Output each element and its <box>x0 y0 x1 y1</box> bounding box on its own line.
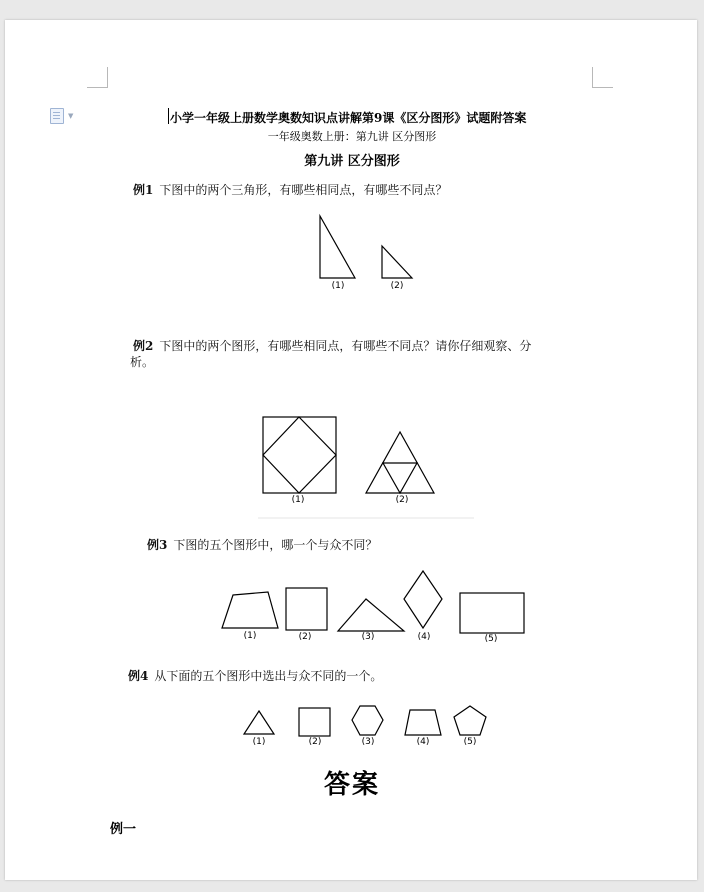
ex4-label-3: (3) <box>361 737 375 747</box>
ex4-label-2: (2) <box>308 737 322 747</box>
lecture-heading[interactable]: 第九讲 区分图形 <box>304 154 400 169</box>
ex4-fig5-pentagon <box>454 706 486 735</box>
ex3-label-5: (5) <box>484 634 498 644</box>
example-1-text: 下图中的两个三角形，有哪些相同点，有哪些不同点？ <box>159 183 448 197</box>
ex3-fig1-trapezoid <box>222 592 278 628</box>
ex4-label-4: (4) <box>416 737 430 747</box>
example-4-text: 从下面的五个图形中选出与众不同的一个。 <box>154 669 383 683</box>
example-3-text: 下图的五个图形中，哪一个与众不同？ <box>173 538 378 552</box>
ex3-fig5-rectangle <box>460 593 524 633</box>
ex4-fig4-trapezoid <box>405 710 441 735</box>
ex2-fig2-inner-triangle <box>383 463 417 493</box>
document-subtitle[interactable]: 一年级奥数上册：第九讲 区分图形 <box>267 130 437 143</box>
ex3-label-3: (3) <box>361 632 375 642</box>
ex2-fig1-square <box>263 417 336 493</box>
ex3-fig4-rhombus <box>404 571 442 628</box>
ex2-label-2: (2) <box>395 495 409 505</box>
example-2-tag: 例2 <box>133 339 154 353</box>
example-4-tag: 例4 <box>128 669 149 683</box>
ex3-label-2: (2) <box>298 632 312 642</box>
ex4-fig3-hexagon <box>352 706 383 735</box>
ex4-label-1: (1) <box>252 737 266 747</box>
viewer-bottom-bar <box>0 884 704 892</box>
example-3-tag: 例3 <box>147 538 168 552</box>
example-2-text: 下图中的两个图形，有哪些相同点，有哪些不同点？请你仔细观察、分 <box>159 339 532 353</box>
ex4-fig2-square <box>299 708 330 736</box>
example-2-text-continued[interactable]: 析。 <box>130 355 155 369</box>
ex3-fig3-triangle <box>338 599 404 631</box>
ex1-label-1: (1) <box>331 281 345 291</box>
answer-example-1-heading[interactable]: 例一 <box>110 822 137 837</box>
example-1-tag: 例1 <box>133 183 154 197</box>
ex2-fig1-diamond <box>263 417 336 493</box>
ex1-fig2-triangle <box>382 246 412 278</box>
ex2-label-1: (1) <box>291 495 305 505</box>
ex3-fig2-square <box>286 588 327 630</box>
document-title[interactable]: 小学一年级上册数学奥数知识点讲解第9课《区分图形》试题附答案 <box>170 111 527 125</box>
chevron-down-icon[interactable]: ▼ <box>68 112 74 120</box>
ex3-label-1: (1) <box>243 631 257 641</box>
ex4-label-5: (5) <box>463 737 477 747</box>
ex1-fig1-triangle <box>320 216 355 278</box>
ex1-label-2: (2) <box>390 281 404 291</box>
ex4-fig1-triangle <box>244 711 274 734</box>
ex3-label-4: (4) <box>417 632 431 642</box>
answer-heading[interactable]: 答案 <box>323 770 380 800</box>
